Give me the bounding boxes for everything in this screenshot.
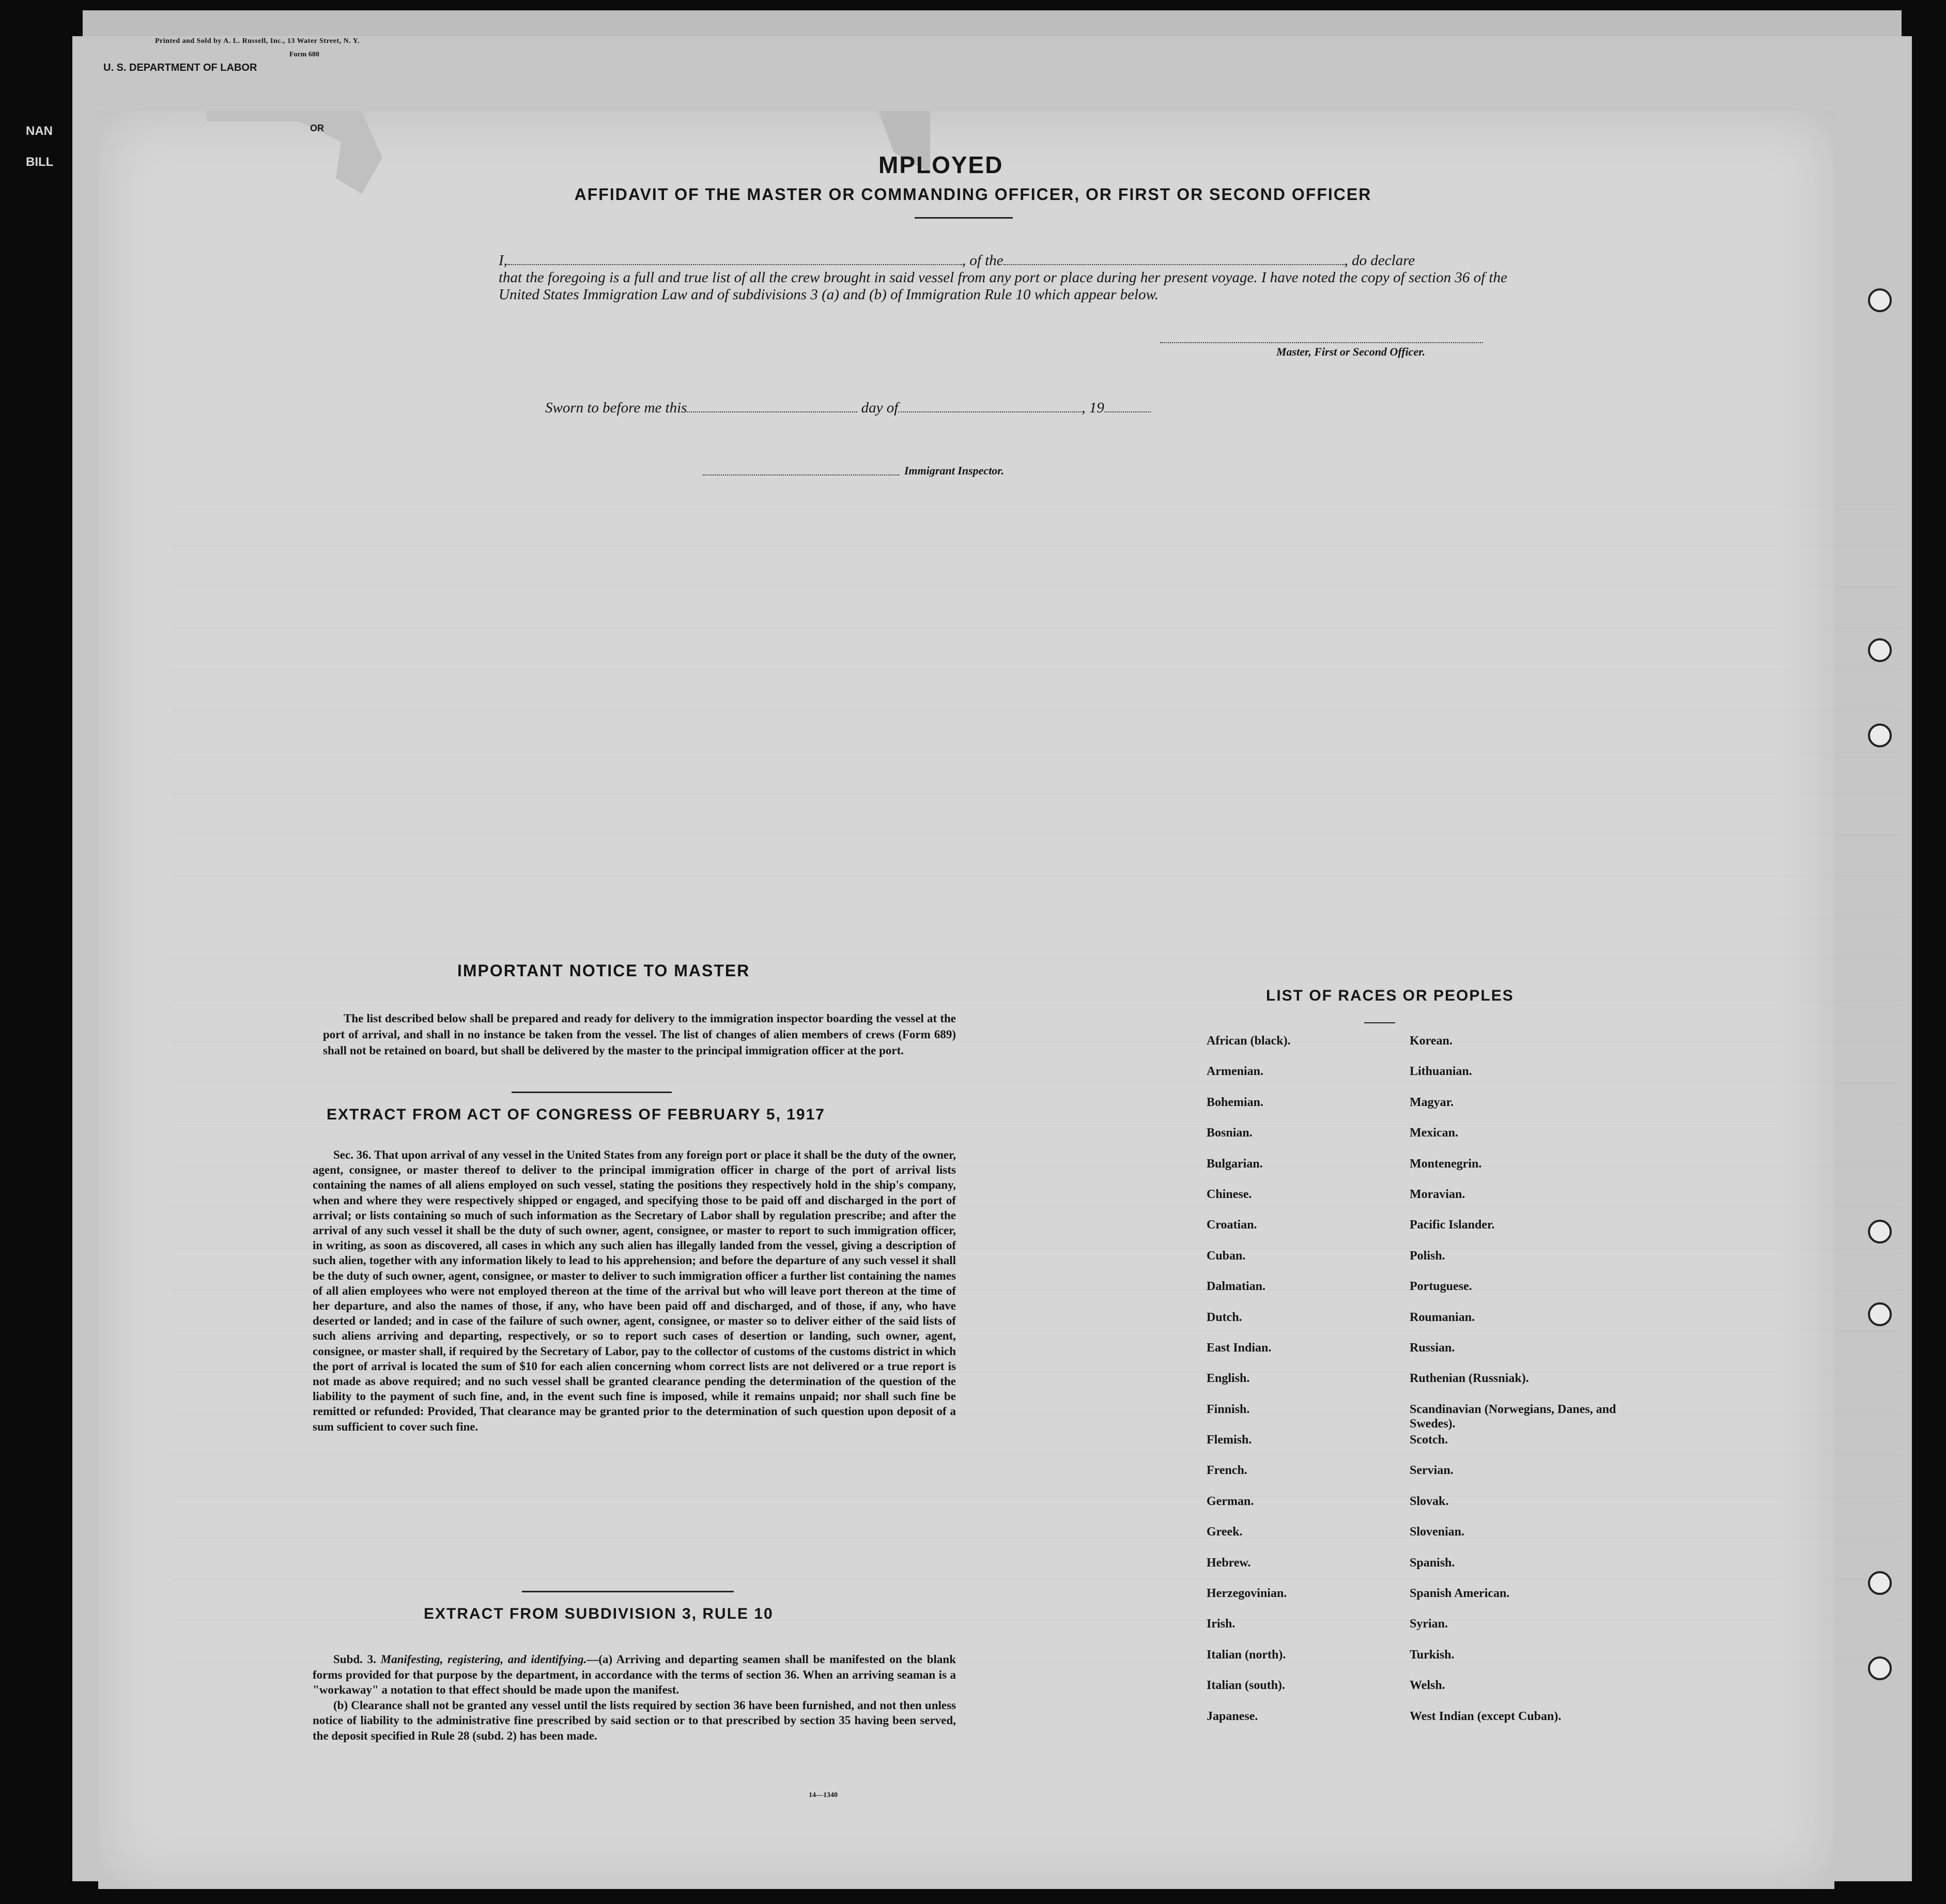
race-item: Spanish.	[1410, 1556, 1455, 1570]
race-item: Slovak.	[1410, 1494, 1449, 1508]
sworn-day-of: day of	[861, 400, 899, 416]
act-text: That upon arrival of any vessel in the United States from any foreign port or place it shall be the duty of the owner, agent, consignee, or master thereof to deliver to the principal immigration officer in charge of the port of arrival lists containing the names of all aliens employed on such vessel, stating the positions they respectively hold in the ship's company, when and where they were respectively shipped or engaged, and specifying those to be paid off and discharged in the port of arrival; or lists containing so much of such information as the Secretary of Labor shall by regulation prescribe; and after the arrival of any such vessel it shall be the duty of such owner, agent, consignee, or master to report to such immigration officer, in writing, as soon as discovered, all cases in which any such alien has illegally landed from the vessel, giving a description of such alien, together with any information likely to lead to his apprehension; and before the departure of any such vessel it shall be the duty of such owner, agent, consignee, or master to deliver to such immigration officer a further list containing the names of all alien employees who were not employed thereon at the time of the arrival but who will leave port thereon at the time of her departure, and also the names of those, if any, who have been paid off and discharged, and of those, if any, who have deserted or landed; and in case of the failure of such owner, agent, consignee, or master so to deliver either of the said lists of such aliens arriving and departing, respectively, or so to report such cases of desertion or landing, such owner, agent, consignee, or master shall, if required by the Secretary of Labor, pay to the collector of customs of the customs district in which the port of arrival is located the sum of $10 for each alien concerning whom correct lists are not delivered or a true report is not made as above required; and no such vessel shall be granted clearance pending the determination of the question of the liability to the payment of such fine, and, in the event such fine is imposed, while it remains unpaid; nor shall such fine be remitted or refunded: Provided, That clearance may be granted prior to the determination of such question upon deposit of a sum sufficient to cover such fine.	[313, 1148, 956, 1433]
vessel-blank[interactable]	[1003, 264, 1345, 265]
race-item: West Indian (except Cuban).	[1410, 1709, 1562, 1723]
binder-hole	[1868, 724, 1892, 747]
bleed-through-rows	[171, 483, 1902, 1672]
inspector-signature-line[interactable]	[703, 474, 899, 475]
sworn-year: , 19	[1082, 400, 1104, 416]
signature-line[interactable]	[1160, 341, 1483, 343]
sworn-line	[545, 400, 1151, 417]
binder-hole	[1868, 1571, 1892, 1595]
year-blank[interactable]	[1104, 411, 1151, 412]
race-item: German.	[1207, 1494, 1254, 1508]
race-item: Mexican.	[1410, 1126, 1458, 1140]
race-item: Servian.	[1410, 1464, 1454, 1478]
race-item: Russian.	[1410, 1341, 1455, 1355]
race-item: Magyar.	[1410, 1095, 1454, 1109]
race-item: Bulgarian.	[1207, 1157, 1263, 1171]
race-item: Lithuanian.	[1410, 1065, 1472, 1079]
edge-label: NAN	[26, 124, 53, 138]
notice-title: IMPORTANT NOTICE TO MASTER	[457, 961, 750, 980]
notice-text: The list described below shall be prepared and ready for delivery to the immigration inspector boarding the vessel at the port of arrival, and shall in no instance be taken from the vessel. The list of changes of alien members of crews (Form 689) shall not be retained on board, but shall be delivered by the master to the principal immigration officer at the port.	[323, 1012, 956, 1057]
day-blank[interactable]	[687, 411, 857, 412]
print-code: 14—1340	[809, 1791, 838, 1799]
race-item: English.	[1207, 1372, 1250, 1386]
race-item: Scandinavian (Norwegians, Danes, and Swedes).	[1410, 1402, 1616, 1431]
race-item: Polish.	[1410, 1249, 1445, 1263]
race-item: Welsh.	[1410, 1679, 1445, 1693]
races-left-column	[1207, 1034, 1291, 1740]
races-right-column	[1410, 1034, 1632, 1740]
declaration-do-declare: , do declare	[1344, 252, 1415, 269]
race-item: Bohemian.	[1207, 1095, 1264, 1109]
race-item: Greek.	[1207, 1525, 1243, 1539]
divider	[915, 217, 1013, 219]
race-item: Ruthenian (Russniak).	[1410, 1372, 1529, 1386]
race-item: Portuguese.	[1410, 1280, 1472, 1294]
race-item: Bosnian.	[1207, 1126, 1253, 1140]
notice-body	[323, 1010, 956, 1058]
race-item: Slovenian.	[1410, 1525, 1465, 1539]
subdivision-part-b-label: (b)	[333, 1698, 348, 1712]
race-item: Spanish American.	[1410, 1587, 1510, 1601]
race-item: Japanese.	[1207, 1709, 1258, 1723]
race-item: East Indian.	[1207, 1341, 1272, 1355]
binder-hole	[1868, 638, 1892, 662]
edge-label: BILL	[26, 155, 54, 169]
or-label: OR	[310, 123, 324, 133]
act-body	[313, 1147, 956, 1434]
divider	[522, 1591, 734, 1592]
employed-heading: MPLOYED	[878, 151, 1003, 178]
act-title: EXTRACT FROM ACT OF CONGRESS OF FEBRUARY 5, 1917	[327, 1106, 825, 1123]
race-item: Herzegovinian.	[1207, 1587, 1287, 1601]
form-number: Form 680	[289, 51, 319, 58]
race-item: Roumanian.	[1410, 1310, 1475, 1324]
race-item: Hebrew.	[1207, 1556, 1251, 1570]
sworn-text: Sworn to before me this	[545, 400, 687, 416]
race-item: African (black).	[1207, 1034, 1291, 1048]
binder-hole	[1868, 1302, 1892, 1326]
race-item: Irish.	[1207, 1617, 1235, 1631]
race-item: Dutch.	[1207, 1310, 1242, 1324]
month-blank[interactable]	[898, 411, 1082, 412]
race-item: Montenegrin.	[1410, 1157, 1482, 1171]
race-item: Chinese.	[1207, 1187, 1252, 1201]
declaration	[499, 252, 1511, 303]
race-item: Italian (north).	[1207, 1648, 1286, 1662]
race-item: Cuban.	[1207, 1249, 1246, 1263]
affidavit-title: AFFIDAVIT OF THE MASTER OR COMMANDING OFFICER, OR FIRST OR SECOND OFFICER	[574, 185, 1372, 204]
declaration-body: that the foregoing is a full and true list of all the crew brought in said vessel from any port or place during her present voyage. I have noted the copy of section 36 of the United States Immigration Law and of subdivisions 3 (a) and (b) of Immigration Rule 10 which appear below.	[499, 269, 1507, 303]
section-label: Sec. 36.	[333, 1148, 372, 1161]
race-item: Dalmatian.	[1207, 1280, 1265, 1294]
race-item: Italian (south).	[1207, 1679, 1286, 1693]
binder-hole	[1868, 1220, 1892, 1243]
race-item: Croatian.	[1207, 1218, 1257, 1232]
signature-caption: Master, First or Second Officer.	[1276, 345, 1426, 358]
subdivision-part-a: —(a) Arriving and departing seamen shall be manifested on the blank forms provided for that purpose by the department, in accordance with the terms of section 36. When an arriving seaman is a "workaway" a notation to that effect should be made upon the manifest.	[313, 1653, 956, 1696]
subdivision-body	[313, 1652, 956, 1743]
race-item: Korean.	[1410, 1034, 1453, 1048]
race-item: Scotch.	[1410, 1433, 1448, 1447]
race-item: Armenian.	[1207, 1065, 1263, 1079]
binder-hole	[1868, 288, 1892, 312]
inspector-caption: Immigrant Inspector.	[904, 464, 1005, 477]
declaration-i: I,	[499, 252, 507, 269]
divider	[1364, 1022, 1395, 1023]
race-item: Flemish.	[1207, 1433, 1252, 1447]
race-item: French.	[1207, 1464, 1247, 1478]
binder-hole	[1868, 1656, 1892, 1680]
subdivision-title: EXTRACT FROM SUBDIVISION 3, RULE 10	[424, 1605, 774, 1622]
subdivision-heading: Manifesting, registering, and identifying.	[380, 1653, 587, 1666]
race-item: Syrian.	[1410, 1617, 1448, 1631]
race-item: Moravian.	[1410, 1187, 1465, 1201]
subdivision-part-b: Clearance shall not be granted any vessel until the lists required by section 36 have been furnished, and not then unless notice of liability to the administrative fine prescribed by said section or to that prescribed by section 35 having been served, the deposit specified in Rule 28 (subd. 2) has been made.	[313, 1698, 956, 1742]
race-item: Finnish.	[1207, 1402, 1250, 1416]
races-title: LIST OF RACES OR PEOPLES	[1266, 987, 1514, 1004]
race-item: Pacific Islander.	[1410, 1218, 1495, 1232]
declaration-of-the: , of the	[962, 252, 1003, 269]
divider	[512, 1092, 672, 1093]
name-blank[interactable]	[507, 264, 962, 265]
printer-line: Printed and Sold by A. L. Russell, Inc., 13 Water Street, N. Y.	[155, 37, 360, 45]
race-item: Turkish.	[1410, 1648, 1455, 1662]
subdivision-label: Subd. 3.	[333, 1653, 376, 1666]
department-label: U. S. DEPARTMENT OF LABOR	[103, 62, 257, 73]
